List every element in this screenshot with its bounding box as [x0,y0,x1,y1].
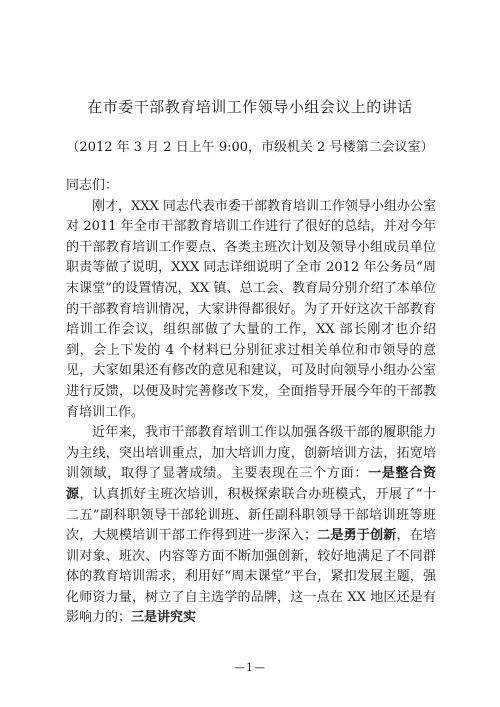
page-number: —1— [234,661,266,674]
paragraph-1: 刚才，XXX 同志代表市委干部教育培训工作领导小组办公室对 2011 年全市干部教育培训工作进行了很好的总结，并对今年的干部教育培训工作要点、各类主班次计划及领导小组成员单位职责等做了说明，XXX 同志详细说明了全市 2012 年公务员“周末课堂”的设置情况，XX 镇、总工会、教育局分别介绍了本单位的干部教育培训情况，大家讲得都很好。为了开好这次干部教育培训工作会议，组织部做了大量的工作，XX 部长刚才也介绍到，会上下发的 4 个材料已分别征求过相关单位和市领导的意见，大家如果还有修改的意见和建议，可及时向领导小组办公室进行反馈，以便及时完善修改下发，全面指导开展今年的干部教育培训工作。 [66,198,436,420]
paragraph-2 [66,423,436,629]
document-body [66,176,436,629]
point-1-heading: 一是整合资源 [66,466,436,502]
point-2-text: ，在培训对象、班次、内容等方面不断加强创新，较好地满足了不同群体的教育培训需求，利用好“周末课堂”平台，紧扣发展主题，强化师资力量，树立了自主选学的品牌，这一点在 XX 地区还是有影响力的； [66,528,436,626]
salutation: 同志们： [66,178,119,193]
paragraph-2-intro: 近年来，我市干部教育培训工作以加强各级干部的履职能力为主线，突出培训重点，加大培训力度，创新培训方法，拓宽培训领域，取得了显著成绩。主要表现在三个方面： [66,425,436,482]
point-3-heading: 三是讲究实 [131,610,197,626]
point-2-heading: 二是勇于创新 [316,528,397,544]
document-title: 在市委干部教育培训工作领导小组会议上的讲话 [87,98,413,116]
point-1-text: ，认真抓好主班次培训，积极探索联合办班模式，开展了“十二五”副科职领导干部轮训班、新任副科职领导干部培训班等班次，大规模培训干部工作得到进一步深入； [66,486,436,544]
document-subtitle: （2012 年 3 月 2 日上午 9:00，市级机关 2 号楼第二会议室） [66,140,434,155]
